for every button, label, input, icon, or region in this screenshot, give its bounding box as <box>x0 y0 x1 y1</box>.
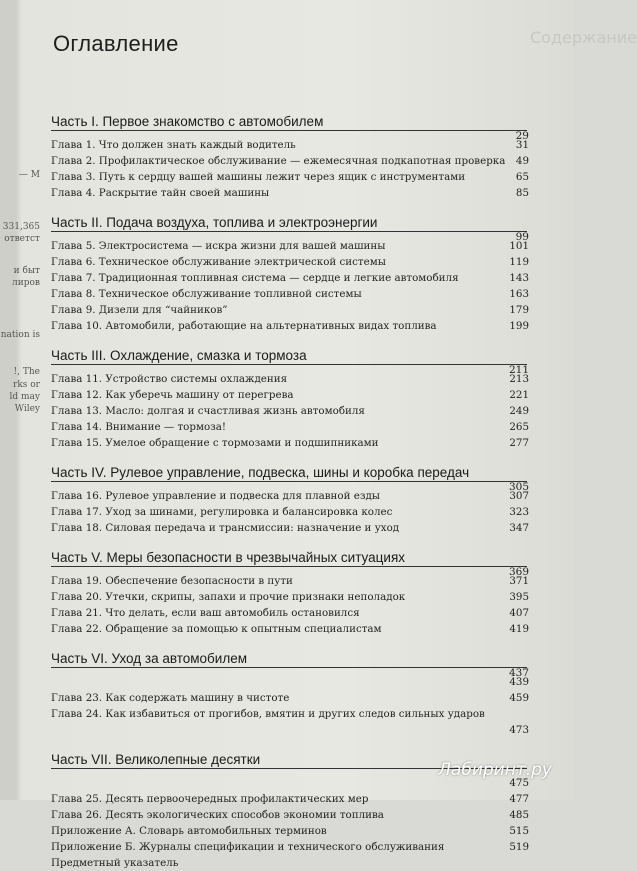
toc-entry[interactable] <box>51 386 527 401</box>
toc-entry[interactable] <box>51 285 527 300</box>
toc-part <box>51 342 527 449</box>
entry-page-number: 65 <box>515 171 529 183</box>
toc-entry[interactable] <box>51 705 527 720</box>
part-page-number: 99 <box>515 231 529 243</box>
part-title: Часть II. Подача воздуха, топлива и электроэнергии <box>51 215 378 230</box>
entry-page-number: 199 <box>509 320 529 332</box>
entry-page-number: 277 <box>509 437 529 449</box>
toc-part <box>51 209 527 332</box>
show-through-text <box>530 28 637 228</box>
entry-page-number: 323 <box>509 506 529 518</box>
part-title: Часть VII. Великолепные десятки <box>51 752 261 767</box>
entry-title: Глава 3. Путь к сердцу вашей машины лежит через ящик с инструментами <box>51 171 466 183</box>
toc-part <box>51 108 527 199</box>
entry-page-number: 143 <box>509 272 529 284</box>
left-page-fragment: nation is <box>0 330 40 340</box>
toc-part <box>51 544 527 635</box>
part-heading[interactable] <box>51 209 529 243</box>
entry-title: Глава 9. Дизели для “чайников” <box>51 304 228 316</box>
toc-entry[interactable] <box>51 136 527 151</box>
part-heading[interactable] <box>51 645 529 679</box>
entry-title: Глава 16. Рулевое управление и подвеска для плавной езды <box>51 490 380 502</box>
entry-page-number: 163 <box>509 288 529 300</box>
entry-page-number: 473 <box>509 724 529 736</box>
toc-entry[interactable] <box>51 434 527 449</box>
entry-page-number: 407 <box>509 607 529 619</box>
entry-title: Глава 15. Умелое обращение с тормозами и подшипниками <box>51 437 379 449</box>
entry-page-number: 347 <box>509 522 529 534</box>
entry-title: Предметный указатель <box>51 857 179 869</box>
part-page-number: 211 <box>508 364 529 376</box>
entry-page-number: 395 <box>509 591 529 603</box>
toc-entry[interactable] <box>51 168 527 183</box>
entry-page-number: 119 <box>509 256 529 268</box>
entry-title: Глава 25. Десять первоочередных профилактических мер <box>51 793 369 805</box>
left-page-fragment: 331,365 <box>2 222 40 232</box>
part-heading[interactable] <box>51 459 529 493</box>
toc-entry[interactable] <box>51 301 527 316</box>
toc-part <box>51 459 527 534</box>
entry-page-number: 249 <box>509 405 529 417</box>
entry-title: Глава 8. Техническое обслуживание топливной системы <box>51 288 362 300</box>
entry-page-number: 439 <box>509 676 529 688</box>
entry-page-number: 475 <box>509 777 529 789</box>
toc-entry[interactable] <box>51 572 527 587</box>
entry-title: Глава 14. Внимание — тормоза! <box>51 421 227 433</box>
entry-title: Глава 22. Обращение за помощью к опытным специалистам <box>51 623 382 635</box>
toc-entry[interactable] <box>51 519 527 534</box>
entry-title: Глава 21. Что делать, если ваш автомобиль остановился <box>51 607 360 619</box>
part-page-number: 29 <box>515 130 529 142</box>
part-heading[interactable] <box>51 544 529 578</box>
part-title: Часть VI. Уход за автомобилем <box>51 651 247 666</box>
toc-entry[interactable] <box>51 418 527 433</box>
left-page-fragment: — M <box>18 170 40 180</box>
part-title: Часть III. Охлаждение, смазка и тормоза <box>51 348 307 363</box>
toc-entry[interactable] <box>51 854 527 869</box>
toc-entry[interactable] <box>51 402 527 417</box>
toc-entry[interactable] <box>51 588 527 603</box>
entry-page-number: 419 <box>509 623 529 635</box>
toc-entry[interactable] <box>51 673 527 688</box>
left-page-fragment: и быт <box>13 266 40 276</box>
entry-page-number: 485 <box>509 809 529 821</box>
entry-title: Глава 13. Масло: долгая и счастливая жизнь автомобиля <box>51 405 365 417</box>
entry-page-number: 265 <box>509 421 529 433</box>
left-page-fragment: лиров <box>12 278 40 288</box>
entry-title: Приложение А. Словарь автомобильных терминов <box>51 825 327 837</box>
toc-entry[interactable] <box>51 604 527 619</box>
part-title: Часть IV. Рулевое управление, подвеска, шины и коробка передач <box>51 465 470 480</box>
page-title: Оглавление <box>53 31 179 56</box>
entry-page-number: 515 <box>509 825 529 837</box>
entry-page-number: 221 <box>509 389 529 401</box>
adjacent-page-edge <box>0 0 40 800</box>
entry-title: Глава 6. Техническое обслуживание электрической системы <box>51 256 386 268</box>
left-page-fragment: ответст <box>4 234 40 244</box>
entry-page-number: 31 <box>515 139 529 151</box>
toc-entry[interactable] <box>51 152 527 167</box>
ghost-heading: Содержание <box>530 28 637 47</box>
toc-entry[interactable] <box>51 822 527 837</box>
entry-title: Глава 23. Как содержать машину в чистоте <box>51 692 290 704</box>
entry-page-number: 371 <box>509 575 529 587</box>
entry-title: Глава 12. Как уберечь машину от перегрева <box>51 389 294 401</box>
entry-title: Глава 5. Электросистема — искра жизни для вашей машины <box>51 240 386 252</box>
left-page-fragment: Wiley <box>14 404 40 414</box>
entry-page-number: 459 <box>509 692 529 704</box>
toc-entry[interactable] <box>51 317 527 332</box>
toc-entry[interactable] <box>51 487 527 502</box>
entry-page-number: 213 <box>509 373 529 385</box>
entry-page-number: 179 <box>509 304 529 316</box>
entry-title: Глава 19. Обеспечение безопасности в пути <box>51 575 293 587</box>
toc-entry[interactable] <box>51 689 527 704</box>
toc-entry[interactable] <box>51 620 527 635</box>
entry-title: Глава 10. Автомобили, работающие на альтернативных видах топлива <box>51 320 437 332</box>
toc-entry[interactable] <box>51 503 527 518</box>
entry-title: Глава 2. Профилактическое обслуживание — ежемесячная подкапотная проверка <box>51 155 506 167</box>
watermark-logo: Лабиринт.ру <box>438 760 552 780</box>
entry-title: Глава 24. Как избавиться от прогибов, вмятин и других следов сильных ударов <box>51 708 485 720</box>
table-of-contents <box>51 108 527 869</box>
entry-title: Глава 17. Уход за шинами, регулировка и балансировка колес <box>51 506 393 518</box>
entry-title: Приложение Б. Журналы спецификации и технического обслуживания <box>51 841 445 853</box>
toc-entry[interactable] <box>51 806 527 821</box>
entry-page-number: 519 <box>509 841 529 853</box>
part-title: Часть V. Меры безопасности в чрезвычайных ситуациях <box>51 550 405 565</box>
toc-entry[interactable] <box>51 838 527 853</box>
toc-entry[interactable] <box>51 253 527 268</box>
entry-page-number: 307 <box>509 490 529 502</box>
entry-page-number: 477 <box>509 793 529 805</box>
part-heading[interactable] <box>51 108 529 142</box>
entry-page-number: 49 <box>515 155 529 167</box>
toc-entry[interactable] <box>51 237 527 252</box>
entry-title: Глава 11. Устройство системы охлаждения <box>51 373 288 385</box>
toc-entry[interactable] <box>51 370 527 385</box>
entry-page-number: 85 <box>515 187 529 199</box>
part-title: Часть I. Первое знакомство с автомобилем <box>51 114 324 129</box>
entry-title: Глава 18. Силовая передача и трансмиссии: назначение и уход <box>51 522 400 534</box>
part-page-number: 437 <box>508 667 529 679</box>
toc-entry[interactable] <box>51 790 527 805</box>
part-page-number: 369 <box>508 566 529 578</box>
entry-title: Глава 4. Раскрытие тайн своей машины <box>51 187 270 199</box>
toc-entry[interactable] <box>51 184 527 199</box>
toc-entry[interactable] <box>51 269 527 284</box>
part-page-number: 305 <box>508 481 529 493</box>
left-page-fragment: ld may <box>9 392 40 402</box>
entry-title: Глава 1. Что должен знать каждый водитель <box>51 139 296 151</box>
left-page-fragment: !, The <box>13 367 40 377</box>
entry-title: Глава 7. Традиционная топливная система — сердце и легкие автомобиля <box>51 272 459 284</box>
entry-page-number: 101 <box>509 240 529 252</box>
left-page-fragment: rks or <box>13 380 40 390</box>
part-heading[interactable] <box>51 342 529 376</box>
entry-title: Глава 20. Утечки, скрипы, запахи и прочие признаки неполадок <box>51 591 406 603</box>
toc-part <box>51 645 527 736</box>
toc-entry[interactable] <box>51 721 527 736</box>
entry-title: Глава 26. Десять экологических способов экономии топлива <box>51 809 384 821</box>
